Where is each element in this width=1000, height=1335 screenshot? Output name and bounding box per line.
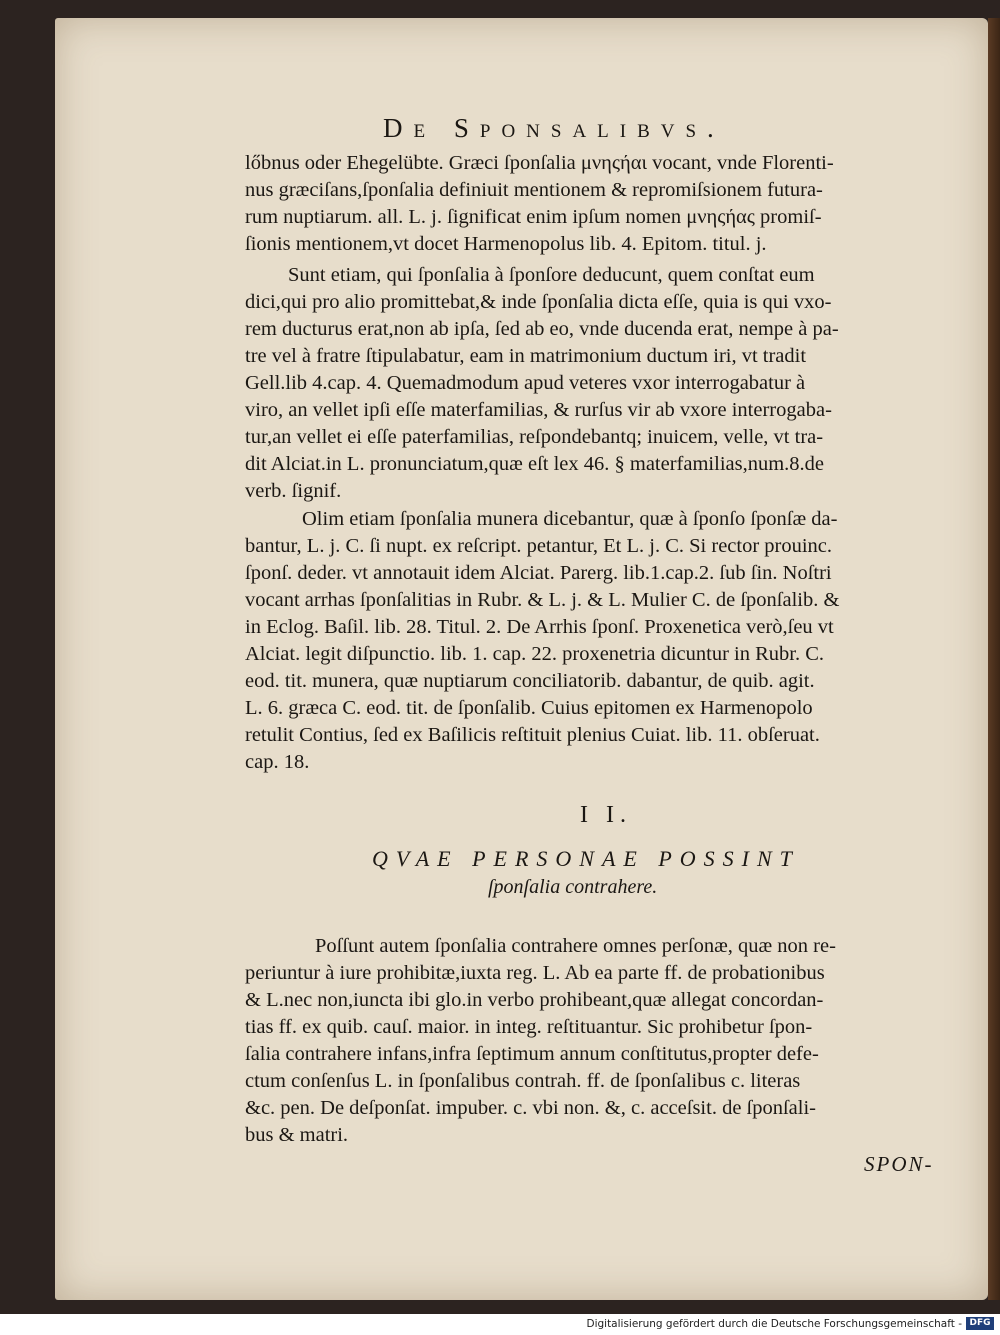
text-line: & L.nec non,iuncta ibi glo.in verbo prohibeant,quæ allegat concordan- <box>245 989 824 1011</box>
text-line: in Eclog. Baſil. lib. 28. Titul. 2. De Arrhis ſponſ. Proxenetica verò,ſeu vt <box>245 616 834 638</box>
section-number: I I. <box>580 802 632 828</box>
section-heading: QVAE PERSONAE POSSINT <box>372 846 800 871</box>
text-line: &c. pen. De deſponſat. impuber. c. vbi non. &, c. acceſsit. de ſponſali- <box>245 1097 816 1119</box>
text-line: Alciat. legit diſpunctio. lib. 1. cap. 22. proxenetria dicuntur in Rubr. C. <box>245 643 825 665</box>
text-line: Poſſunt autem ſponſalia contrahere omnes perſonæ, quæ non re- <box>315 935 836 957</box>
dfg-logo[interactable]: DFG <box>966 1317 994 1330</box>
text-line: ſponſ. deder. vt annotauit idem Alciat. Parerg. lib.1.cap.2. ſub ſin. Noſtri <box>245 562 832 584</box>
text-line: ctum conſenſus L. in ſponſalibus contrah. ff. de ſponſalibus c. literas <box>245 1070 801 1092</box>
text-line: ſalia contrahere infans,infra ſeptimum annum conſtitutus,propter defe- <box>245 1043 819 1065</box>
text-line: eod. tit. munera, quæ nuptiarum conciliatorib. dabantur, de quib. agit. <box>245 670 815 692</box>
text-line: cap. 18. <box>245 751 310 773</box>
text-line: verb. ſignif. <box>245 480 342 502</box>
text-line: periuntur à iure prohibitæ,iuxta reg. L. Ab ea parte ff. de probationibus <box>245 962 825 984</box>
text-line: bantur, L. j. C. ſi nupt. ex reſcript. petantur, Et L. j. C. Si rector prouinc. <box>245 535 833 557</box>
text-line: viro, an vellet ipſi eſſe materfamilias, & rurſus vir ab vxore interrogaba- <box>245 399 832 421</box>
text-line: tur,an vellet ei eſſe paterfamilias, reſpondebantq; inuicem, velle, vt tra- <box>245 426 824 448</box>
catchword: SPON- <box>864 1152 934 1176</box>
text-line: Olim etiam ſponſalia munera dicebantur, quæ à ſponſo ſponſæ da- <box>302 508 838 530</box>
footer-credit: Digitalisierung gefördert durch die Deutsche Forschungsgemeinschaft - <box>586 1318 962 1330</box>
text-line: rem ducturus erat,non ab ipſa, ſed ab eo, vnde ducenda erat, nempe à pa- <box>245 318 839 340</box>
text-line: dici,qui pro alio promittebat,& inde ſponſalia dicta eſſe, quia is qui vxo- <box>245 291 832 313</box>
text-line: vocant arrhas ſponſalitias in Rubr. & L. j. & L. Mulier C. de ſponſalib. & <box>245 589 840 611</box>
book-spine-edge <box>988 18 1000 1300</box>
text-line: dit Alciat.in L. pronunciatum,quæ eſt lex 46. § materfamilias,num.8.de <box>245 453 825 475</box>
text-line: lőbnus oder Ehegelübte. Græci ſponſalia μνηςήαι vocant, vnde Florenti- <box>245 152 834 174</box>
text-line: retulit Contius, ſed ex Baſilicis reſtituit plenius Cuiat. lib. 11. obſeruat. <box>245 724 820 746</box>
text-line: bus & matri. <box>245 1124 349 1146</box>
text-line: tias ff. ex quib. cauſ. maior. in integ. reſtituantur. Sic prohibetur ſpon- <box>245 1016 813 1038</box>
text-line: rum nuptiarum. all. L. j. ſignificat enim ipſum nomen μνηςήας promiſ- <box>245 206 822 228</box>
text-line: Sunt etiam, qui ſponſalia à ſponſore deducunt, quem conſtat eum <box>288 264 815 286</box>
text-line: tre vel à fratre ſtipulabatur, eam in matrimonium ductum iri, vt tradit <box>245 345 807 367</box>
text-line: L. 6. græca C. eod. tit. de ſponſalib. Cuius epitomen ex Harmenopolo <box>245 697 813 719</box>
text-line: nus græciſans,ſponſalia definiuit mentionem & repromiſsionem futura- <box>245 179 823 201</box>
section-subheading: ſponſalia contrahere. <box>488 876 658 898</box>
text-line: ſionis mentionem,vt docet Harmenopolus lib. 4. Epitom. titul. j. <box>245 233 767 255</box>
running-head: De Sponsalibvs. <box>383 113 725 143</box>
text-line: Gell.lib 4.cap. 4. Quemadmodum apud veteres vxor interrogabatur à <box>245 372 806 394</box>
